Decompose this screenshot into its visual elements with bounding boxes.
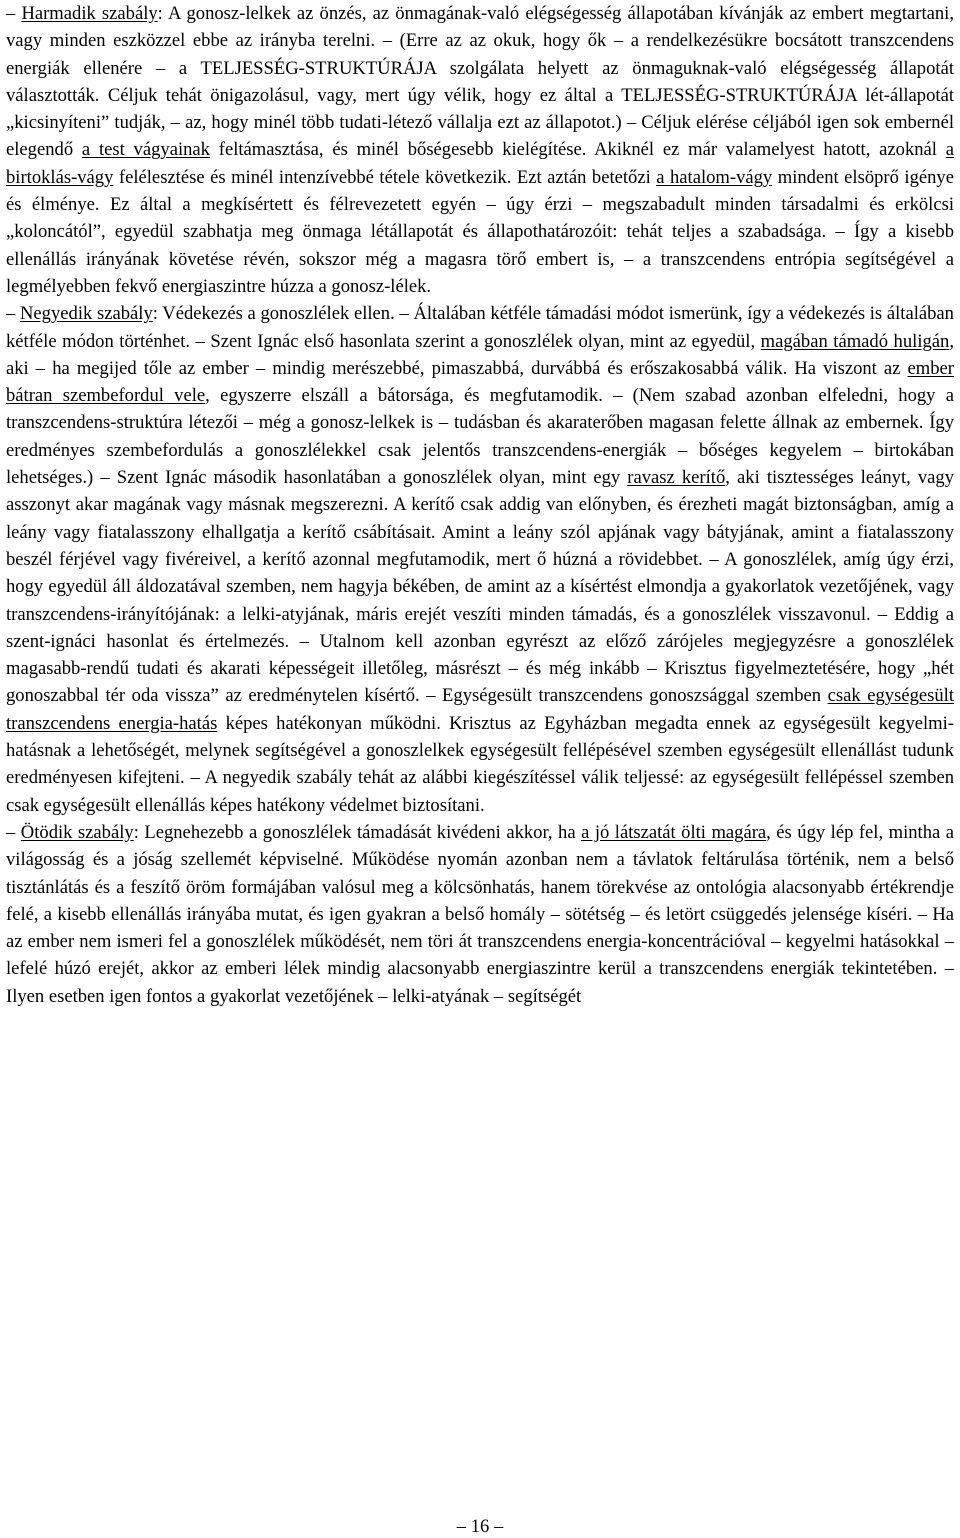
text-run: : Védekezés a gonoszlélek ellen. – Általában kétféle támadási módot ismerünk, így a védekezés is általában kétféle módon történhet. – Szent Ignác első hasonlata szerint a gonoszlélek olyan, mint az egyedül, xyxy=(6,303,954,352)
paragraph-fifth-rule xyxy=(6,819,954,1010)
underlined-phrase: a birtoklás-vágy xyxy=(6,139,955,188)
text-run: mindent elsöprő igénye és élménye. Ez által a megkísértett és félrevezetett egyén – úgy érzi – megszabadult minden társadalmi és erkölcsi „koloncától”, egyedül szabhatja meg önmaga létállapotát és állapothatározóit: tehát teljes a szabadsága. – Így a kisebb ellenállás irányának követése révén, sokszor még a magasra törő embert is, – a transzcendens entrópia segítségével a legmélyebben fekvő energiaszintre húzza a gonosz-lélek. xyxy=(6,166,954,297)
text-run: , és úgy lép fel, mintha a világosság és a jóság szellemét képviselné. Működése nyomán azonban nem a távlatok feltárulása történik, nem a belső tisztánlátás és a feszítő öröm formájában valósul meg a kölcsönhatás, hanem törekvése az ontológia alacsonyabb értékrendje felé, a kisebb ellenállás irányába mutat, és igen gyakran a belső homály – sötétség – és letört csüggedés jelensége kíséri. – Ha az ember nem ismeri fel a gonoszlélek működését, nem töri át transzcendens energia-koncentrációval – kegyelmi hatásokkal – lefelé húzó erejét, akkor az emberi lélek mindig alacsonyabb energiaszintre kerül a transzcendens energiák tekintetében. – Ilyen esetben igen fontos a gyakorlat vezetőjének – lelki-atyának – segítségét xyxy=(6,821,954,1007)
text-run: feltámasztása, és minél bőségesebb kielégítése. Akiknél ez már valamelyest hatott, azoknál xyxy=(209,139,946,161)
underlined-phrase: csak egységesült transzcendens energia-hatás xyxy=(6,685,955,734)
underlined-phrase: ember bátran szembefordul vele xyxy=(6,357,954,407)
text-run: – xyxy=(6,303,20,325)
paragraph-fourth-rule xyxy=(6,300,954,819)
underlined-phrase: Negyedik szabály xyxy=(20,303,153,325)
text-run: , aki tisztességes leányt, vagy asszonyt akar magának vagy másnak megszerezni. A kerítő csak addig van előnyben, és érezheti magát biztonságban, amíg a leány vagy fiatalasszony elhallgatja a kerítő csábításait. Amint a leány szól apjának vagy bátyjának, amint a fiatalasszony beszél férjével vagy fivéreivel, a kerítő azonnal megfutamodik, mert ő húzná a rövidebbet. – A gonoszlélek, amíg úgy érzi, hogy egyedül áll áldozatával szemben, nem hagyja békében, de amint az a kísértést elmondja a gyakorlatok vezetőjének, vagy transzcendens-irányítójának: a lelki-atyjának, máris erejét veszíti minden támadás, és a gonoszlélek visszavonul. – Eddig a szent-ignáci hasonlat és értelmezés. – Utalnom kell azonban egyrészt az előző zárójeles megjegyzésre a gonoszlélek magasabb-rendű tudati és akarati képességeit illetőleg, másrészt – és még inkább – Krisztus figyelmeztetésére, hogy „hét gonoszabbal tér oda vissza” az eredménytelen kísértő. – Egységesült transzcendens gonoszsággal szemben xyxy=(6,467,955,707)
text-run: felélesztése és minél intenzívebbé tétele következik. Ezt aztán betetőzi xyxy=(113,166,657,188)
document-page xyxy=(6,0,954,1010)
text-run: : A gonosz-lelkek az önzés, az önmagának-való elégségesség állapotában kívánják az embert megtartani, vagy minden eszközzel ebbe az irányba terelni. – (Erre az az okuk, hogy ők – a rendelkezésükre bocsátott transzcendens energiák ellenére – a TELJESSÉG-STRUKTÚRÁJA szolgálata helyett az önmaguknak-való elégségesség állapotát választották. Céljuk tehát önigazolásul, vagy, mert úgy vélik, hogy ez által a TELJESSÉG-STRUKTÚRÁJA lét-állapotát „kicsinyíteni” tudják, – az, hogy minél több tudati-létező vállalja ezt az állapotot.) – Céljuk elérése céljából igen sok embernél elegendő xyxy=(6,3,954,161)
text-run: képes hatékonyan működni. Krisztus az Egyházban megadta ennek az egységesült kegyelmi-hatásnak a lehetőségét, melynek segítségével a gonoszlelkek egységesült fellépésével szemben egységesült ellenállást tudunk eredményesen kifejteni. – A negyedik szabály tehát az alábbi kiegészítéssel válik teljessé: az egységesült fellépéssel szemben csak egységesült ellenállás képes hatékony védelmet biztosítani. xyxy=(6,712,955,816)
text-run: , egyszerre elszáll a bátorsága, és megfutamodik. – (Nem szabad azonban elfeledni, hogy a transzcendens-struktúra létezői – még a gonosz-lelkek is – tudásban és akaraterőben magasan felette állnak az embernek. Így eredményes szembefordulás a gonoszlélekkel csak jelentős transzcendens-energiák – bőséges kegyelem – birtokában lehetséges.) – Szent Ignác második hasonlatában a gonoszlélek olyan, mint egy xyxy=(6,385,954,489)
underlined-phrase: magában támadó huligán xyxy=(760,330,950,352)
text-run: – xyxy=(6,3,22,24)
underlined-phrase: Harmadik szabály xyxy=(21,3,158,24)
underlined-phrase: a test vágyainak xyxy=(81,139,210,161)
underlined-phrase: Ötödik szabály xyxy=(20,821,134,843)
text-run: – xyxy=(6,821,21,843)
underlined-phrase: ravasz kerítő xyxy=(627,467,726,489)
underlined-phrase: a hatalom-vágy xyxy=(656,166,773,188)
text-run: : Legnehezebb a gonoszlélek támadását kivédeni akkor, ha xyxy=(133,821,582,843)
underlined-phrase: a jó látszatát ölti magára xyxy=(581,821,767,843)
text-run: , aki – ha megijed tőle az ember – mindig merészebbé, pimaszabbá, durvábbá és erőszakosabbá válik. Ha viszont az xyxy=(6,330,954,379)
page-number: – 16 – xyxy=(456,1516,504,1537)
paragraph-third-rule xyxy=(6,0,954,300)
